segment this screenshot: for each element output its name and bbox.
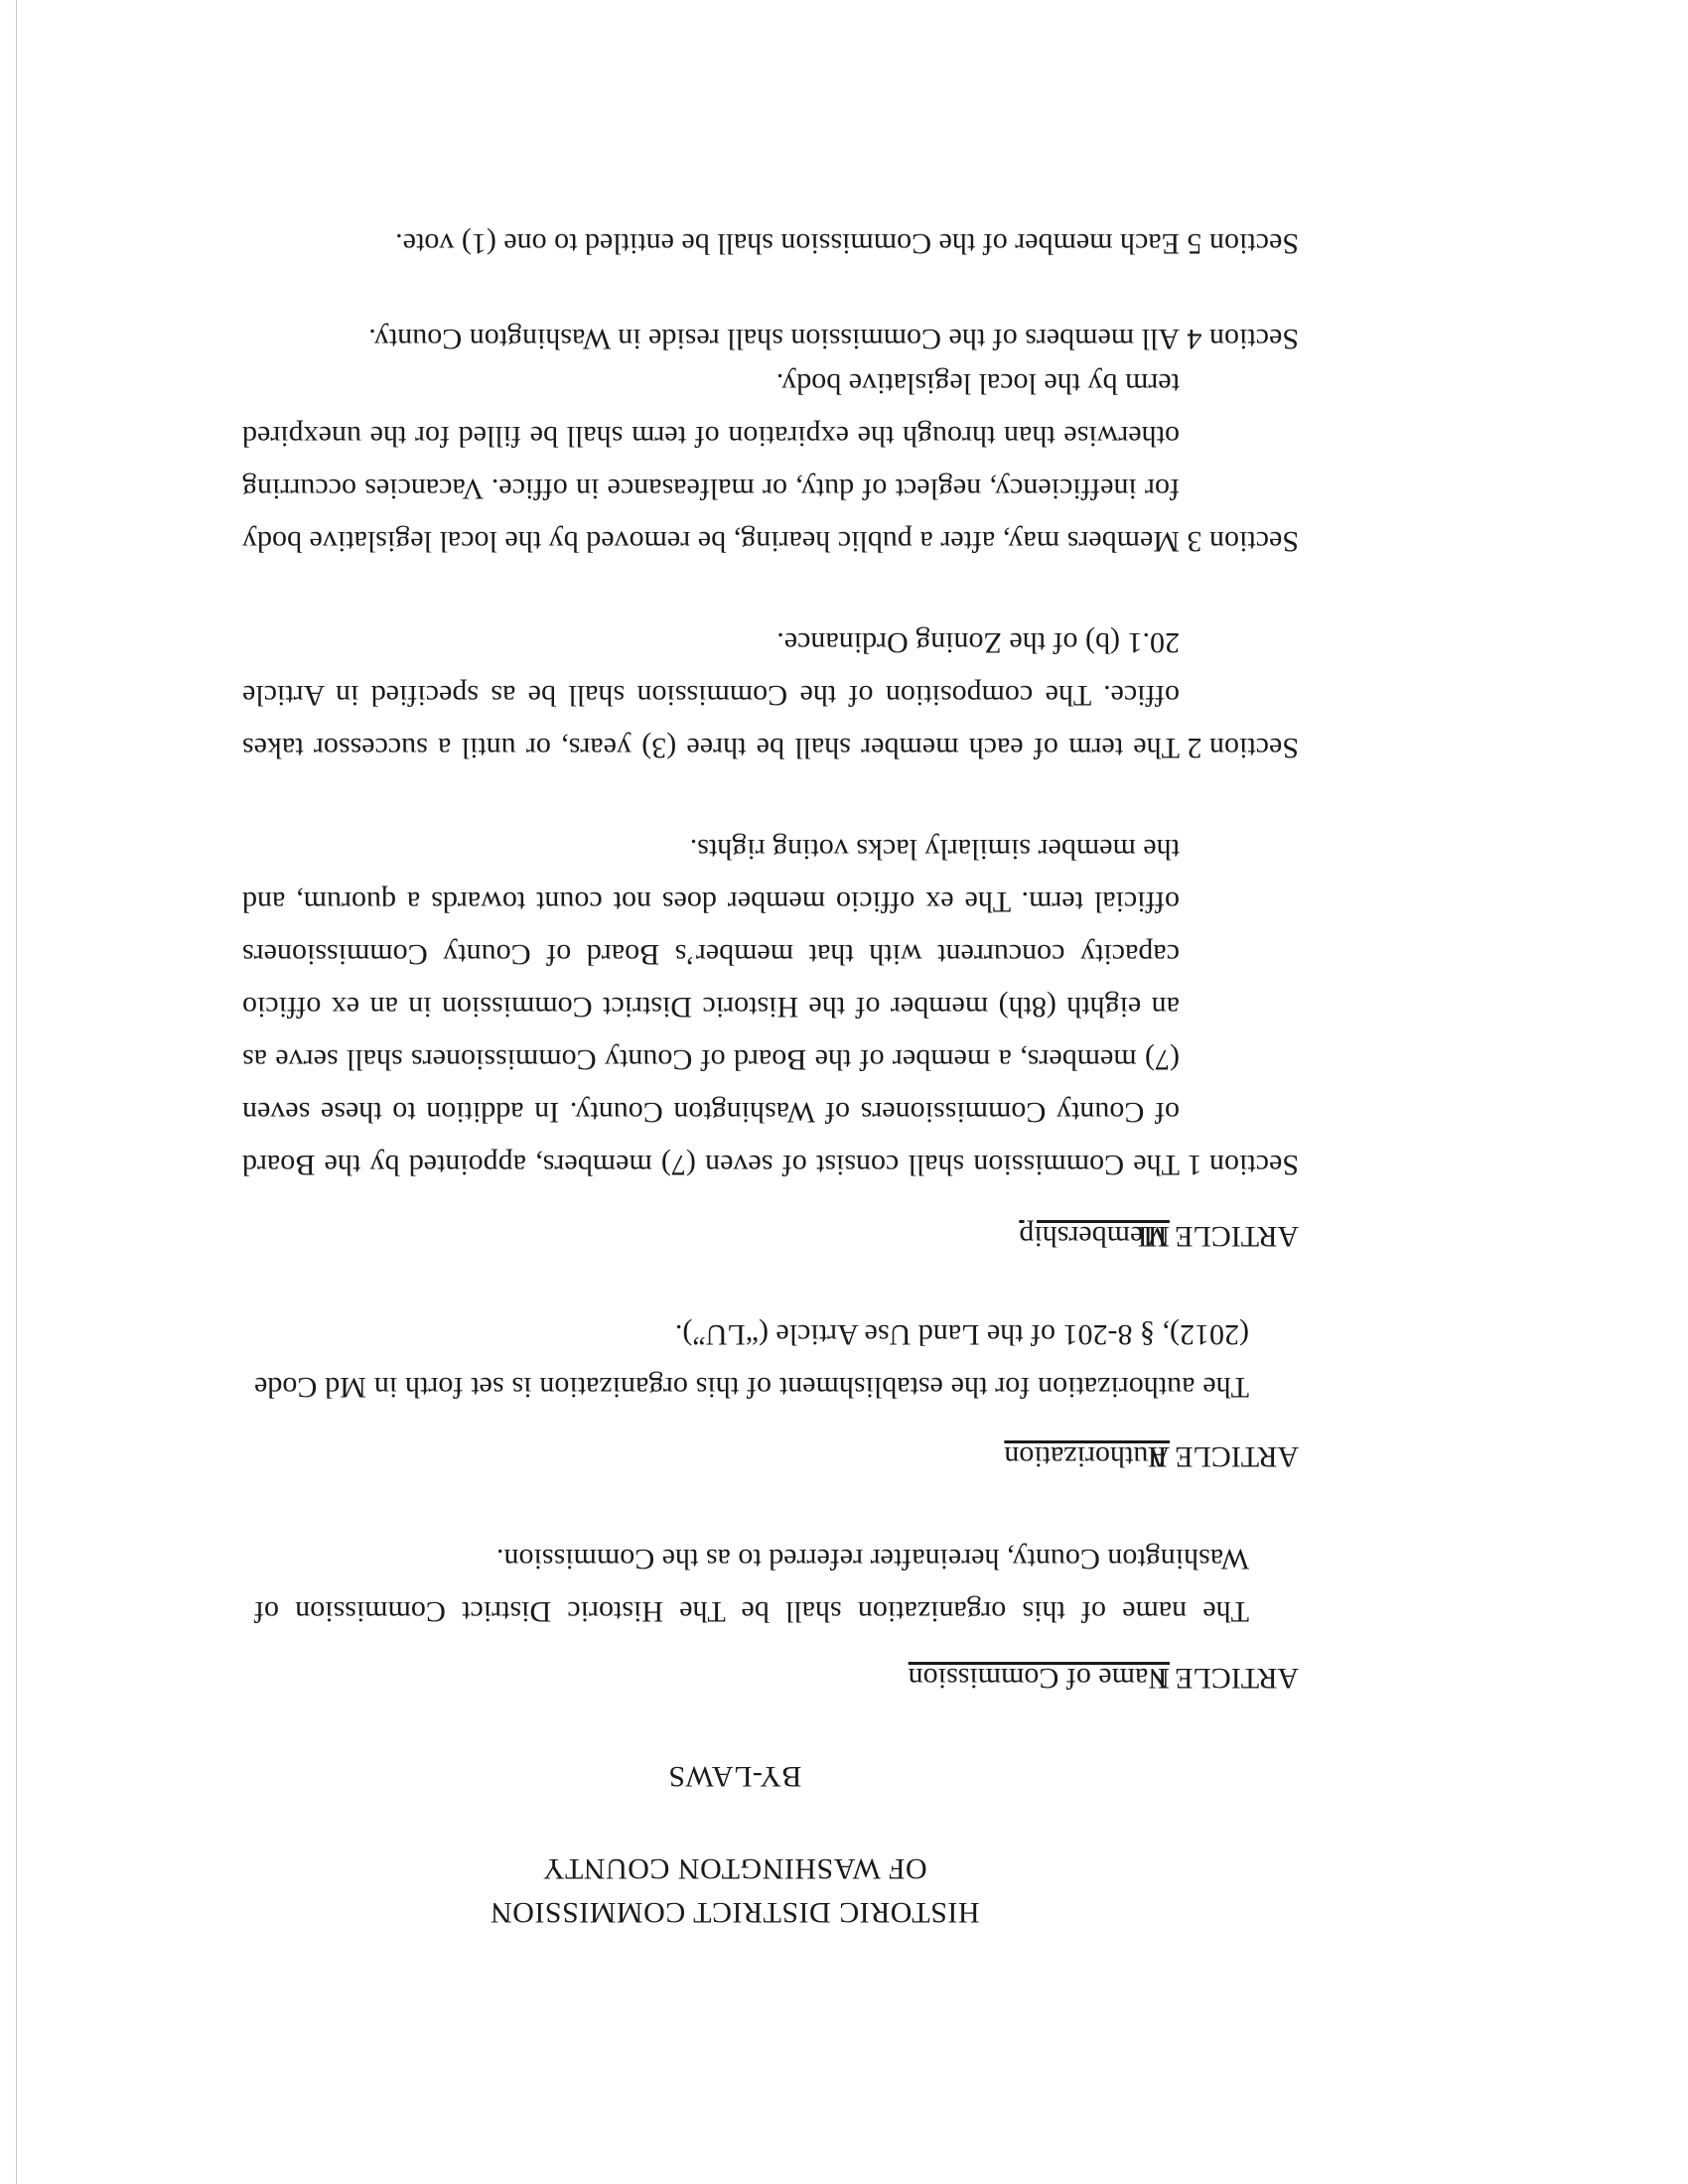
article-2-heading	[1004, 1431, 1299, 1483]
article-2-number: ARTICLE II	[1147, 1440, 1299, 1473]
article-1-heading	[909, 1652, 1299, 1705]
section-1-text: The Commission shall consist of seven (7) members, appointed by the Board of County Commissioners of Washington County. In addition to these seven (7) members, a member of the Board of County Commissioners shall serve as an eighth (8th) member of the Historic District Commission in an ex officio capacity concurrent with that member’s Board of County Commissioners official term. The ex officio member does not count towards a quorum, and the member similarly lacks voting rights.	[242, 833, 1180, 1181]
document-title-line-2: OF WASHINGTON COUNTY	[542, 1852, 927, 1885]
article-1-number: ARTICLE I	[1157, 1662, 1299, 1695]
section-5-label: Section 5	[1187, 227, 1299, 260]
document-subtitle: BY-LAWS	[667, 1760, 802, 1793]
section-1-label: Section 1	[1187, 1149, 1299, 1181]
section-4-text: All members of the Commission shall reside in Washington County.	[368, 323, 1180, 355]
article-3-number: ARTICLE III	[1137, 1220, 1299, 1253]
article-1-text: The name of this organization shall be The Historic District Commission of Washington County, hereinafter referred to as the Commission.	[254, 1543, 1249, 1628]
section-2-label: Section 2	[1187, 732, 1299, 764]
section-5-text: Each member of the Commission shall be entitled to one (1) vote.	[395, 227, 1180, 260]
section-3-label: Section 3	[1187, 525, 1299, 558]
article-2-title: Authorization	[1004, 1440, 1170, 1473]
article-3-heading	[1019, 1210, 1299, 1263]
section-2-text: The term of each member shall be three (3) years, or until a successor takes office. The composition of the Commission shall be as specified in Article 20.1 (b) of the Zoning Ordinance.	[242, 626, 1180, 764]
scan-edge-line	[16, 0, 17, 2184]
section-3-text: Members may, after a public hearing, be removed by the local legislative body for inefficiency, neglect of duty, or malfeasance in office. Vacancies occurring otherwise than through the expiration of term shall be filled for the unexpired term by the local legislative body.	[242, 367, 1180, 558]
article-3-title: Membership	[1019, 1220, 1170, 1253]
document-title-line-1: HISTORIC DISTRICT COMMISSION	[490, 1896, 980, 1929]
section-4-label: Section 4	[1187, 323, 1299, 355]
article-2-text: The authorization for the establishment of this organization is set forth in Md Code (2012), § 8-201 of the Land Use Article (“LU”).	[254, 1318, 1249, 1404]
article-1-title: Name of Commission	[908, 1662, 1170, 1695]
